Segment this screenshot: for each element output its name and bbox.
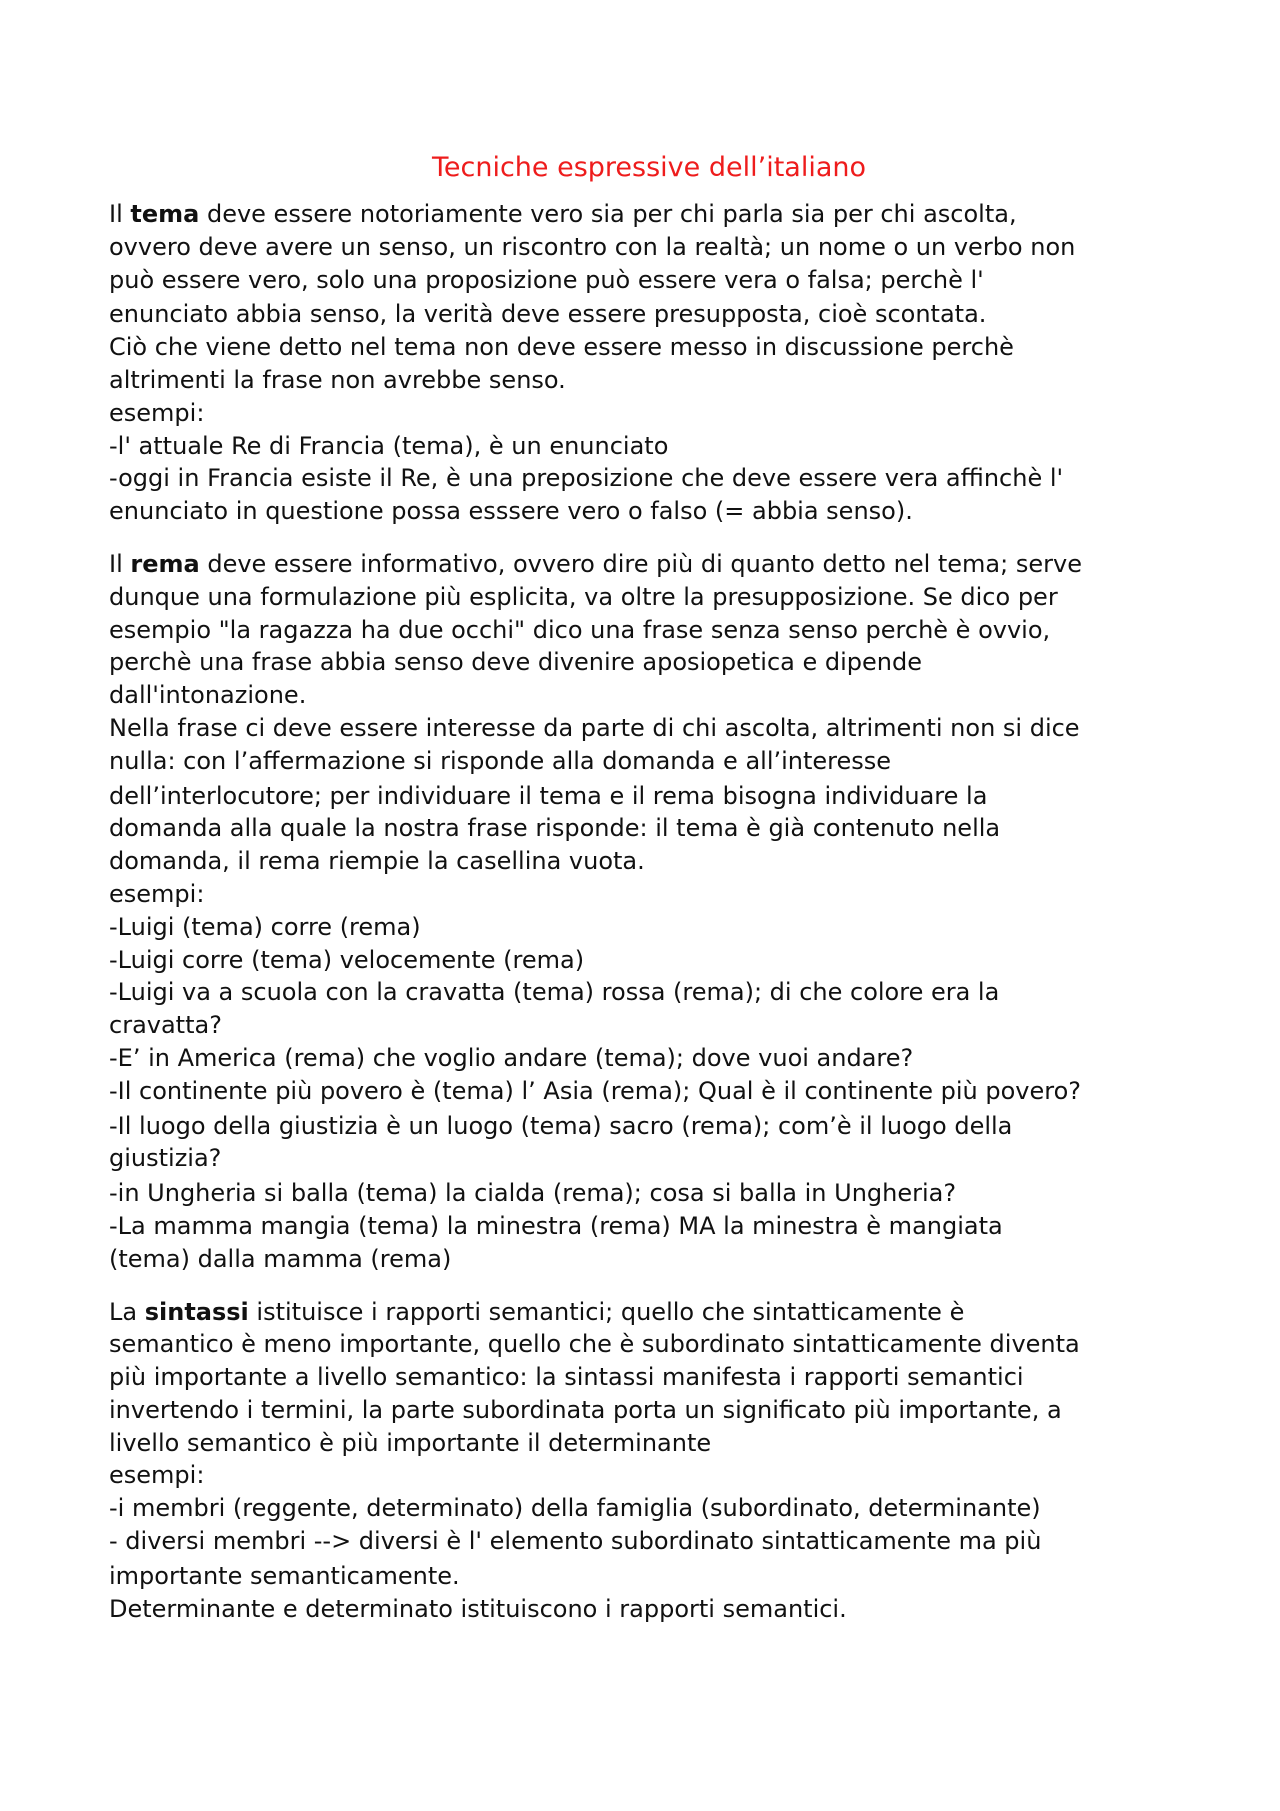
text-line: ovvero deve avere un senso, un riscontro con la realtà; un nome o un verbo non [109, 232, 1076, 261]
text-line: -l' attuale Re di Francia (tema), è un enunciato [109, 431, 669, 460]
text-line: -La mamma mangia (tema) la minestra (rema) MA la minestra è mangiata [109, 1211, 1003, 1240]
keyword-tema: tema [130, 200, 200, 228]
text-line: enunciato in questione possa esssere vero o falso (= abbia senso). [109, 497, 913, 526]
text-line: domanda alla quale la nostra frase risponde: il tema è già contenuto nella [109, 814, 1001, 843]
text-line: esempio "la ragazza ha due occhi" dico una frase senza senso perchè è ovvio, [109, 615, 1051, 644]
text-line: semantico è meno importante, quello che è subordinato sintatticamente diventa [109, 1330, 1080, 1359]
text-line: dell’interlocutore; per individuare il tema e il rema bisogna individuare la [109, 781, 988, 810]
text-line: -Luigi corre (tema) velocemente (rema) [109, 945, 585, 974]
document-title: Tecniche espressive dell’italiano [431, 152, 867, 183]
text-line: -Luigi va a scuola con la cravatta (tema) rossa (rema); di che colore era la [109, 978, 1000, 1007]
text-line: nulla: con l’affermazione si risponde alla domanda e all’interesse [109, 746, 892, 775]
text-line: invertendo i termini, la parte subordinata porta un significato più importante, a [109, 1395, 1062, 1424]
text-line: La sintassi istituisce i rapporti semantici; quello che sintatticamente è [109, 1297, 965, 1326]
text-line: -i membri (reggente, determinato) della famiglia (subordinato, determinante) [109, 1494, 1041, 1523]
text-line: enunciato abbia senso, la verità deve essere presupposta, cioè scontata. [109, 300, 987, 329]
text-line: Nella frase ci deve essere interesse da parte di chi ascolta, altrimenti non si dice [109, 713, 1080, 742]
text-line: livello semantico è più importante il determinante [109, 1428, 712, 1457]
text-line: più importante a livello semantico: la sintassi manifesta i rapporti semantici [109, 1363, 1024, 1392]
keyword-rema: rema [130, 549, 200, 578]
text-line: -Luigi (tema) corre (rema) [109, 912, 421, 941]
text-line: giustizia? [109, 1144, 222, 1173]
text-line: Il rema deve essere informativo, ovvero dire più di quanto detto nel tema; serve [109, 549, 1082, 578]
keyword-sintassi: sintassi [144, 1297, 249, 1326]
text-line: Determinante e determinato istituiscono i rapporti semantici. [109, 1594, 847, 1623]
text-line: -oggi in Francia esiste il Re, è una preposizione che deve essere vera affinchè l' [109, 464, 1064, 493]
document-page [109, 150, 1189, 1645]
text-line: -E’ in America (rema) che voglio andare (tema); dove vuoi andare? [109, 1043, 914, 1072]
text-line: dall'intonazione. [109, 681, 307, 710]
text-line: esempi: [109, 1461, 205, 1490]
text-line: importante semanticamente. [109, 1561, 460, 1590]
paragraph-sintassi [109, 1296, 1189, 1626]
text-line: -Il luogo della giustizia è un luogo (tema) sacro (rema); com’è il luogo della [109, 1111, 1013, 1140]
text-line: dunque una formulazione più esplicita, va oltre la presupposizione. Se dico per [109, 582, 1058, 611]
text-line: cravatta? [109, 1011, 222, 1040]
text-line: esempi: [109, 879, 205, 908]
text-line: -Il continente più povero è (tema) l’ Asia (rema); Qual è il continente più povero? [109, 1076, 1081, 1105]
text-line: (tema) dalla mamma (rema) [109, 1244, 452, 1273]
text-line: Ciò che viene detto nel tema non deve essere messo in discussione perchè [109, 333, 1014, 362]
paragraph-tema [109, 198, 1189, 528]
text-line: altrimenti la frase non avrebbe senso. [109, 365, 566, 394]
text-line: esempi: [109, 398, 205, 427]
text-line: domanda, il rema riempie la casellina vuota. [109, 847, 645, 876]
paragraph-rema [109, 548, 1189, 1276]
text-line: perchè una frase abbia senso deve divenire aposiopetica e dipende [109, 648, 922, 677]
text-line: Il tema deve essere notoriamente vero sia per chi parla sia per chi ascolta, [109, 200, 1017, 228]
text-line: può essere vero, solo una proposizione può essere vera o falsa; perchè l' [109, 265, 984, 294]
text-line: - diversi membri --> diversi è l' elemento subordinato sintatticamente ma più [109, 1527, 1042, 1556]
text-line: -in Ungheria si balla (tema) la cialda (rema); cosa si balla in Ungheria? [109, 1179, 957, 1208]
